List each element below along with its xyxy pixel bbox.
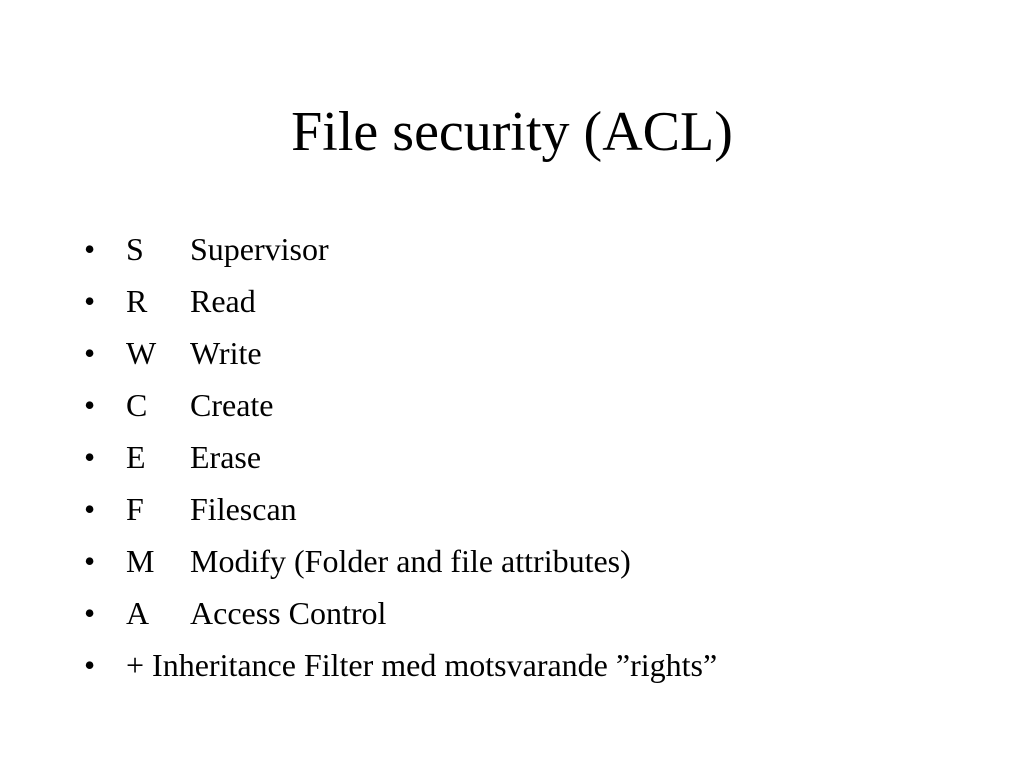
bullet-icon: • xyxy=(84,439,96,475)
permission-label: Read xyxy=(190,283,256,319)
bullet-icon: • xyxy=(84,491,96,527)
permission-label: Erase xyxy=(190,439,262,475)
permission-label: Filescan xyxy=(190,491,297,527)
bullet-icon: • xyxy=(84,231,96,267)
permission-code: F xyxy=(126,491,144,527)
permission-label: Access Control xyxy=(190,595,387,631)
permission-code: S xyxy=(126,231,144,267)
permission-code: W xyxy=(126,335,157,371)
bullet-icon: • xyxy=(84,543,96,579)
permission-code: R xyxy=(126,283,148,319)
permission-code: E xyxy=(126,439,146,475)
permission-code: M xyxy=(126,543,155,579)
bullet-icon: • xyxy=(84,335,96,371)
permission-label: Supervisor xyxy=(190,231,329,267)
permission-code: C xyxy=(126,387,148,423)
bullet-icon: • xyxy=(84,595,96,631)
bullet-icon: • xyxy=(84,283,96,319)
bullet-icon: • xyxy=(84,387,96,423)
bullet-icon: • xyxy=(84,647,96,683)
inheritance-filter-text: + Inheritance Filter med motsvarande ”rights” xyxy=(126,647,718,683)
permission-label: Write xyxy=(190,335,262,371)
slide-title: File security (ACL) xyxy=(291,101,733,163)
permission-label: Modify (Folder and file attributes) xyxy=(190,543,631,579)
permission-code: A xyxy=(126,595,150,631)
permission-label: Create xyxy=(190,387,274,423)
